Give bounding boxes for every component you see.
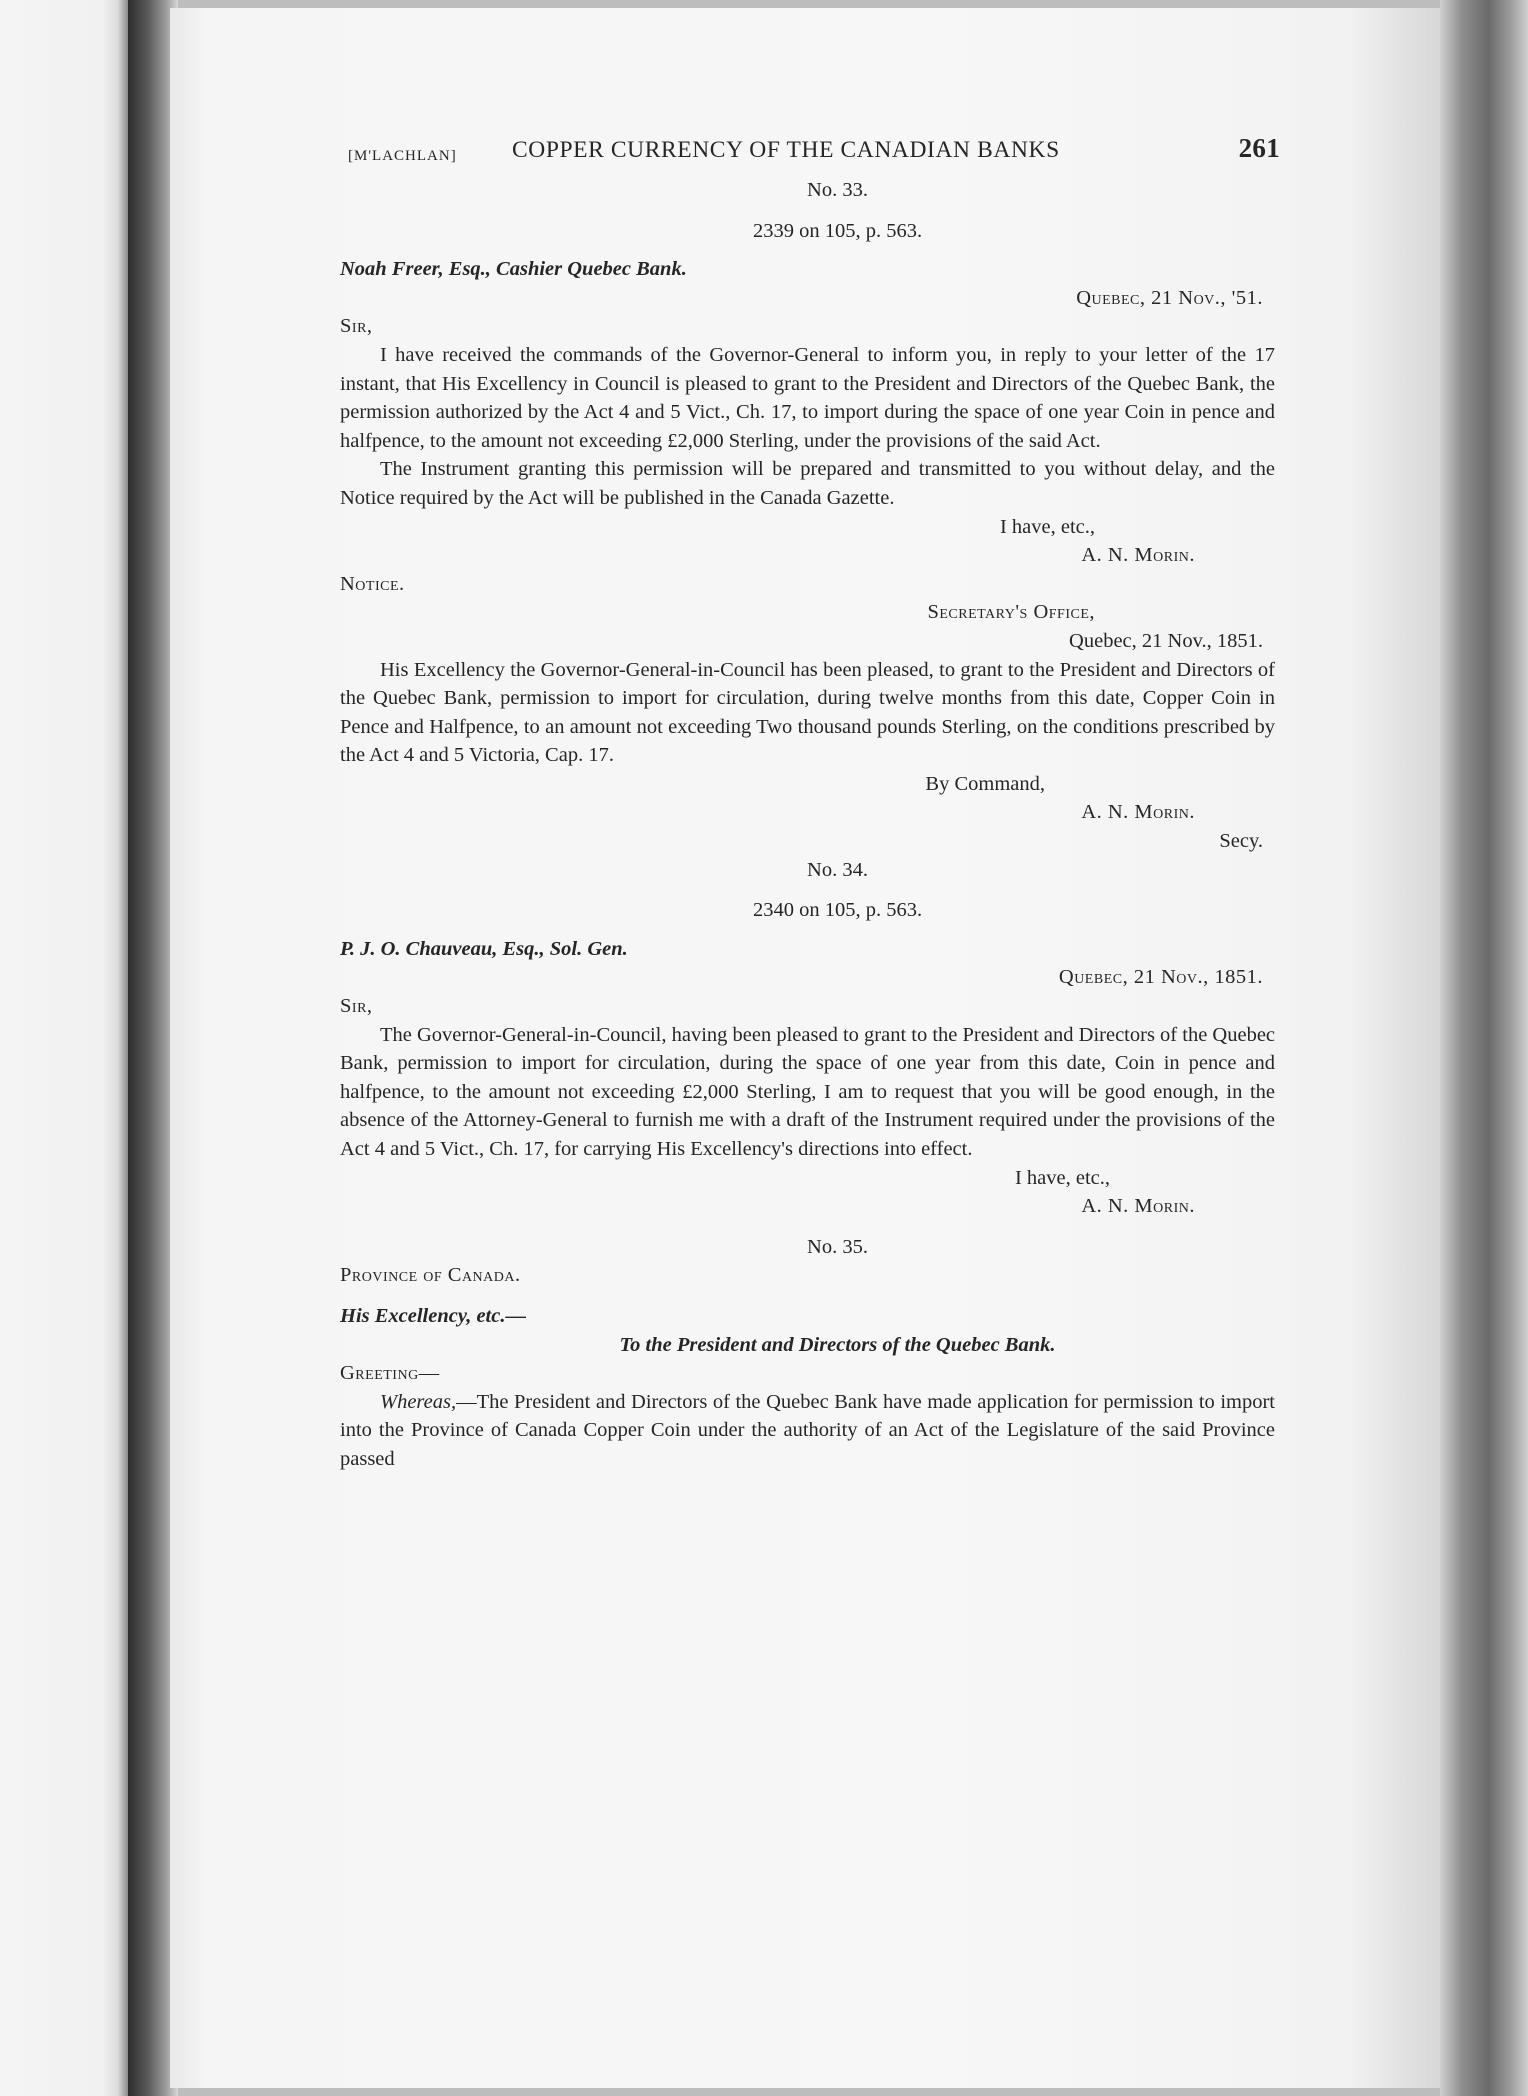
addressee-34: P. J. O. Chauveau, Esq., Sol. Gen. xyxy=(340,937,628,960)
document-number-35: No. 35. xyxy=(807,1235,868,1258)
document-number-33: No. 33. xyxy=(807,179,868,201)
document-reference-33: 2339 on 105, p. 563. xyxy=(752,219,923,242)
notice-office: Secretary's Office, xyxy=(927,601,1095,624)
running-head-title: COPPER CURRENCY OF THE CANADIAN BANKS xyxy=(512,137,1060,163)
signature-34: A. N. Morin. xyxy=(1081,1195,1195,1218)
running-head-author: [M'LACHLAN] xyxy=(348,148,457,164)
notice-body: His Excellency the Governor-General-in-Council has been pleased, to grant to the President and Directors of the Quebec Bank, permission to import for circulation, during twelve months from this date, Copper Coin in Pence and Halfpence, to an amount not exceeding Two thousand pounds Sterling, on the conditions prescribed by the Act 4 and 5 Victoria, Cap. 17. xyxy=(340,658,1275,767)
notice-label: Notice. xyxy=(340,572,405,595)
document-number-34: No. 34. xyxy=(807,858,868,881)
whereas-body: —The President and Directors of the Quebec Bank have made application for permission to import into the Province of Canada Copper Coin under the authority of an Act of the Legislature of the said Province passed xyxy=(340,1390,1275,1470)
document-reference-34: 2340 on 105, p. 563. xyxy=(752,899,923,922)
dateline-34: Quebec, 21 Nov., 1851. xyxy=(1058,966,1263,989)
notice-signature: A. N. Morin. xyxy=(1081,801,1195,824)
to-line: To the President and Directors of the Quebec Bank. xyxy=(619,1333,1056,1356)
notice-title: Secy. xyxy=(1219,830,1263,853)
page-number: 261 xyxy=(1238,133,1280,163)
notice-command: By Command, xyxy=(925,772,1045,795)
excellency-line: His Excellency, etc.— xyxy=(340,1304,526,1327)
province-heading: Province of Canada. xyxy=(340,1264,521,1287)
closing-33: I have, etc., xyxy=(999,515,1095,538)
salutation-34: Sir, xyxy=(340,995,373,1018)
closing-34: I have, etc., xyxy=(1014,1166,1110,1189)
greeting: Greeting— xyxy=(340,1362,440,1385)
whereas-label: Whereas, xyxy=(380,1390,457,1413)
addressee-33: Noah Freer, Esq., Cashier Quebec Bank. xyxy=(340,258,687,281)
signature-33: A. N. Morin. xyxy=(1081,544,1195,567)
running-head xyxy=(340,133,1280,176)
right-page-edge xyxy=(1440,0,1528,2096)
page-content xyxy=(340,133,1280,1474)
letter-paragraph-34-1: The Governor-General-in-Council, having been pleased to grant to the President and Directors of the Quebec Bank, permission to import for circulation, during the space of one year from this date, Coin in pence and halfpence, to the amount not exceeding £2,000 Sterling, I am to request that you will be good enough, in the absence of the Attorney-General to furnish me with a draft of the Instrument required under the provisions of the Act 4 and 5 Vict., Ch. 17, for carrying His Excellency's directions into effect. xyxy=(340,1023,1276,1160)
left-page-edge xyxy=(0,0,128,2096)
notice-dateline: Quebec, 21 Nov., 1851. xyxy=(1069,629,1263,652)
salutation-33: Sir, xyxy=(340,315,373,338)
whereas-paragraph xyxy=(340,1388,1275,1474)
letter-paragraph-33-2: The Instrument granting this permission will be prepared and transmitted to you without delay, and the Notice required by the Act will be published in the Canada Gazette. xyxy=(340,458,1275,509)
dateline-33: Quebec, 21 Nov., '51. xyxy=(1076,286,1263,309)
letter-paragraph-33-1: I have received the commands of the Governor-General to inform you, in reply to your letter of the 17 instant, that His Excellency in Council is pleased to grant to the President and Directors of the Quebec Bank, the permission authorized by the Act 4 and 5 Vict., Ch. 17, to import during the space of one year Coin in pence and halfpence, to the amount not exceeding £2,000 Sterling, under the provisions of the said Act. xyxy=(340,343,1275,452)
